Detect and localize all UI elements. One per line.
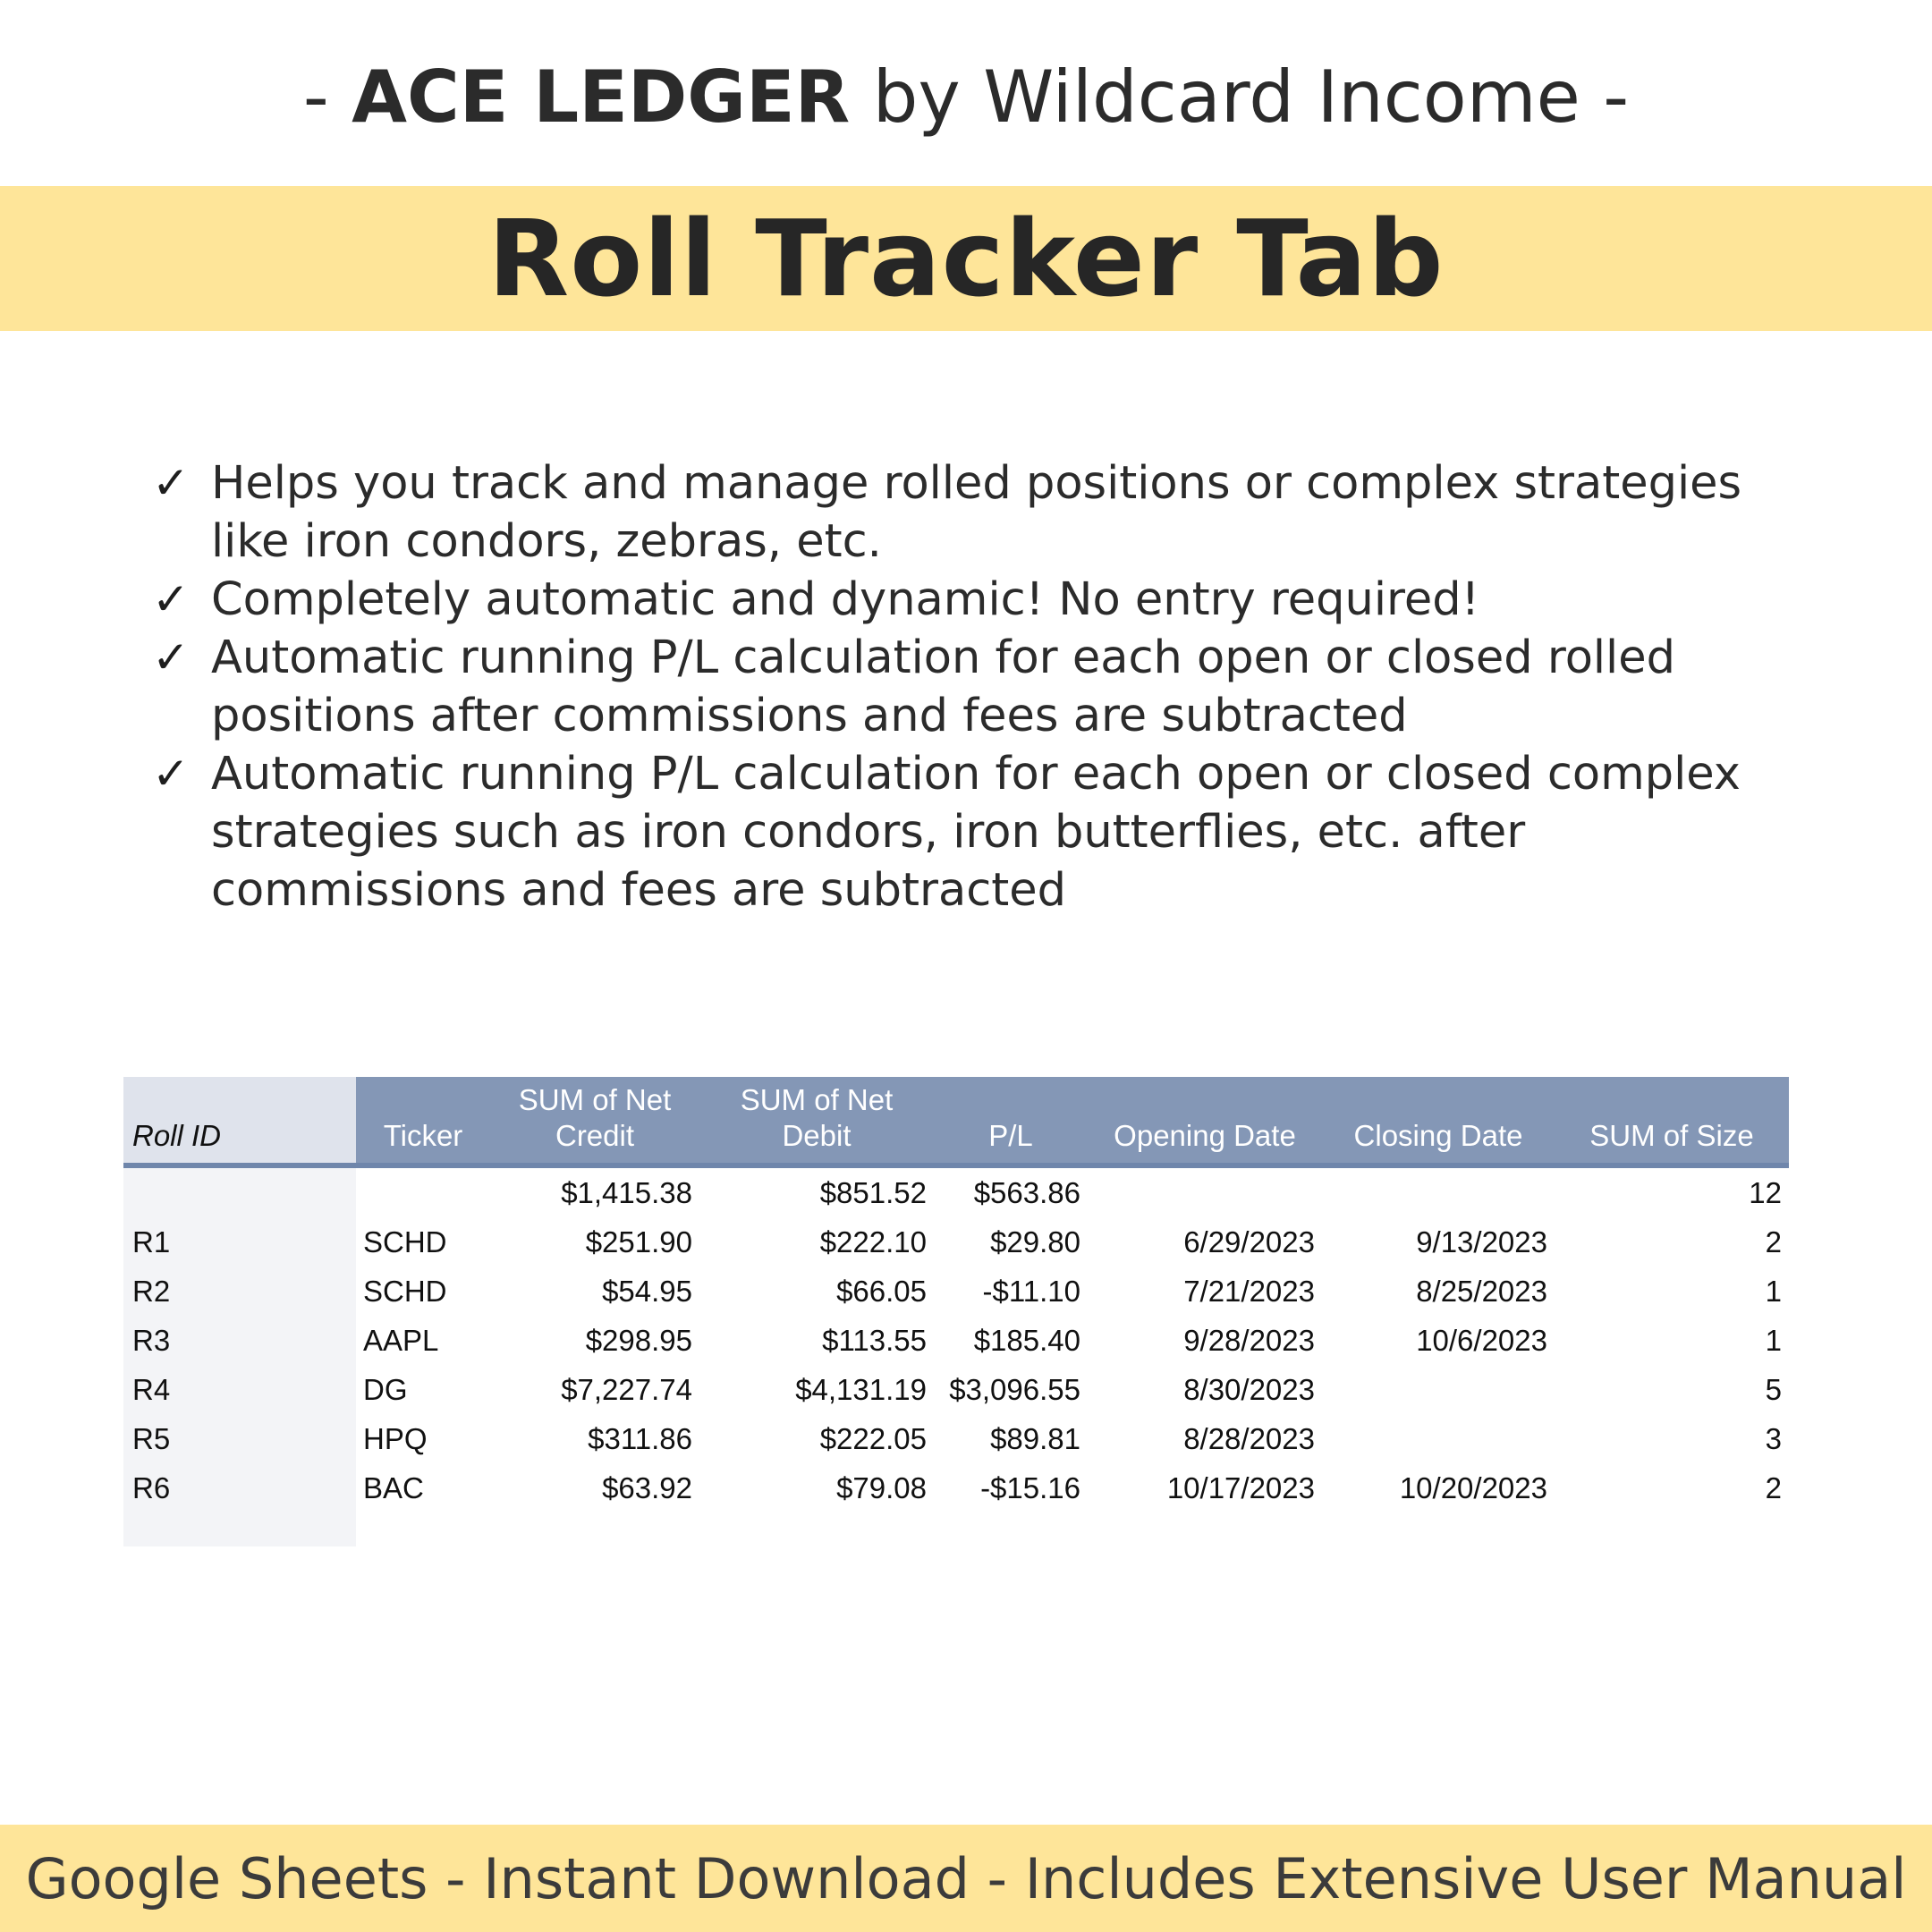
column-header-closing-date[interactable]: Closing Date	[1322, 1077, 1555, 1165]
cell-net-debit[interactable]: $66.05	[836, 1274, 927, 1308]
feature-text: Automatic running P/L calculation for each open or closed complex strategies such as iron condors, iron butterflies, etc. after commissions and fees are subtracted	[211, 748, 1741, 917]
empty-cell[interactable]	[1088, 1513, 1322, 1546]
cell-ticker[interactable]: SCHD	[363, 1274, 447, 1308]
cell-roll-id[interactable]	[123, 1165, 356, 1217]
cell-opening-date[interactable]: 9/28/2023	[1183, 1323, 1315, 1357]
brand-byline: by Wildcard Income -	[850, 55, 1630, 139]
cell-size[interactable]: 3	[1765, 1421, 1782, 1455]
cell-roll-id[interactable]: R1	[123, 1217, 356, 1267]
cell-ticker[interactable]: DG	[363, 1372, 408, 1406]
cell-closing-date[interactable]: 10/20/2023	[1399, 1470, 1547, 1504]
cell-closing-date[interactable]: 10/6/2023	[1416, 1323, 1547, 1357]
empty-cell[interactable]	[356, 1513, 490, 1546]
cell-net-credit[interactable]: $311.86	[588, 1421, 692, 1455]
cell-size[interactable]: 2	[1765, 1224, 1782, 1258]
footer-text: Google Sheets - Instant Download - Includes Extensive User Manual	[25, 1845, 1907, 1911]
brand-header	[0, 55, 1932, 139]
cell-pl[interactable]: -$15.16	[980, 1470, 1080, 1504]
cell-opening-date[interactable]: 8/30/2023	[1183, 1372, 1315, 1406]
checkmark-icon: ✓	[152, 457, 190, 509]
table-row	[123, 1316, 1789, 1365]
cell-net-credit[interactable]: $7,227.74	[561, 1372, 692, 1406]
feature-item	[152, 571, 1825, 629]
empty-cell[interactable]	[123, 1513, 356, 1546]
cell-closing-date[interactable]: 8/25/2023	[1416, 1274, 1547, 1308]
column-header-opening-date[interactable]: Opening Date	[1088, 1077, 1322, 1165]
cell-net-credit[interactable]: $63.92	[602, 1470, 692, 1504]
cell-opening-date[interactable]	[1088, 1165, 1322, 1217]
empty-cell[interactable]	[1322, 1513, 1555, 1546]
empty-cell[interactable]	[490, 1513, 699, 1546]
empty-row	[123, 1513, 1789, 1546]
cell-pl[interactable]: $185.40	[973, 1323, 1080, 1357]
column-header-pl[interactable]: P/L	[934, 1077, 1088, 1165]
cell-pl[interactable]: $3,096.55	[949, 1372, 1080, 1406]
table-row	[123, 1267, 1789, 1316]
checkmark-icon: ✓	[152, 573, 190, 625]
column-header-roll-id[interactable]: Roll ID	[123, 1077, 356, 1165]
feature-text: Completely automatic and dynamic! No entry required!	[211, 573, 1480, 626]
cell-roll-id[interactable]: R6	[123, 1463, 356, 1513]
feature-text: Helps you track and manage rolled positions or complex strategies like iron condors, zebras, etc.	[211, 457, 1742, 568]
cell-closing-date[interactable]	[1322, 1365, 1555, 1414]
cell-net-credit[interactable]: $54.95	[602, 1274, 692, 1308]
cell-roll-id[interactable]: R4	[123, 1365, 356, 1414]
cell-roll-id[interactable]: R5	[123, 1414, 356, 1463]
feature-item	[152, 629, 1825, 745]
cell-size[interactable]: 2	[1765, 1470, 1782, 1504]
cell-ticker[interactable]: BAC	[363, 1470, 424, 1504]
page-title: Roll Tracker Tab	[487, 197, 1445, 320]
cell-opening-date[interactable]: 8/28/2023	[1183, 1421, 1315, 1455]
cell-net-credit[interactable]: $251.90	[585, 1224, 692, 1258]
table-row	[123, 1365, 1789, 1414]
cell-net-debit[interactable]: $851.52	[819, 1175, 927, 1209]
table-row	[123, 1217, 1789, 1267]
roll-tracker-table	[123, 1077, 1789, 1546]
cell-pl[interactable]: $29.80	[990, 1224, 1080, 1258]
feature-text: Automatic running P/L calculation for each open or closed rolled positions after commissions and fees are subtracted	[211, 631, 1675, 742]
title-band	[0, 186, 1932, 331]
table-header-row	[123, 1077, 1789, 1165]
cell-closing-date[interactable]	[1322, 1165, 1555, 1217]
cell-ticker[interactable]	[356, 1165, 490, 1217]
footer-band	[0, 1825, 1932, 1932]
cell-size[interactable]: 12	[1749, 1175, 1782, 1209]
column-header-net-debit[interactable]: SUM of Net Debit	[699, 1077, 934, 1165]
cell-net-debit[interactable]: $222.10	[819, 1224, 927, 1258]
brand-prefix: -	[302, 55, 352, 139]
cell-closing-date[interactable]: 9/13/2023	[1416, 1224, 1547, 1258]
cell-roll-id[interactable]: R3	[123, 1316, 356, 1365]
cell-opening-date[interactable]: 6/29/2023	[1183, 1224, 1315, 1258]
cell-ticker[interactable]: SCHD	[363, 1224, 447, 1258]
cell-net-debit[interactable]: $4,131.19	[795, 1372, 927, 1406]
cell-closing-date[interactable]	[1322, 1414, 1555, 1463]
column-header-ticker[interactable]: Ticker	[356, 1077, 490, 1165]
feature-item	[152, 745, 1825, 919]
cell-opening-date[interactable]: 7/21/2023	[1183, 1274, 1315, 1308]
feature-list	[152, 454, 1825, 919]
empty-cell[interactable]	[1555, 1513, 1789, 1546]
cell-opening-date[interactable]: 10/17/2023	[1166, 1470, 1315, 1504]
column-header-size[interactable]: SUM of Size	[1555, 1077, 1789, 1165]
cell-size[interactable]: 1	[1765, 1274, 1782, 1308]
cell-ticker[interactable]: HPQ	[363, 1421, 428, 1455]
cell-ticker[interactable]: AAPL	[363, 1323, 439, 1357]
column-header-net-credit[interactable]: SUM of Net Credit	[490, 1077, 699, 1165]
cell-net-debit[interactable]: $113.55	[822, 1323, 927, 1357]
table-row	[123, 1463, 1789, 1513]
brand-name: ACE LEDGER	[352, 55, 851, 139]
cell-pl[interactable]: $563.86	[973, 1175, 1080, 1209]
feature-item	[152, 454, 1825, 571]
cell-net-credit[interactable]: $1,415.38	[561, 1175, 692, 1209]
cell-size[interactable]: 1	[1765, 1323, 1782, 1357]
table-row	[123, 1414, 1789, 1463]
empty-cell[interactable]	[934, 1513, 1088, 1546]
totals-row	[123, 1165, 1789, 1217]
cell-net-debit[interactable]: $222.05	[819, 1421, 927, 1455]
cell-pl[interactable]: $89.81	[990, 1421, 1080, 1455]
checkmark-icon: ✓	[152, 631, 190, 683]
cell-roll-id[interactable]: R2	[123, 1267, 356, 1316]
cell-net-credit[interactable]: $298.95	[585, 1323, 692, 1357]
cell-size[interactable]: 5	[1765, 1372, 1782, 1406]
empty-cell[interactable]	[699, 1513, 934, 1546]
cell-pl[interactable]: -$11.10	[982, 1274, 1080, 1308]
checkmark-icon: ✓	[152, 748, 190, 800]
cell-net-debit[interactable]: $79.08	[836, 1470, 927, 1504]
